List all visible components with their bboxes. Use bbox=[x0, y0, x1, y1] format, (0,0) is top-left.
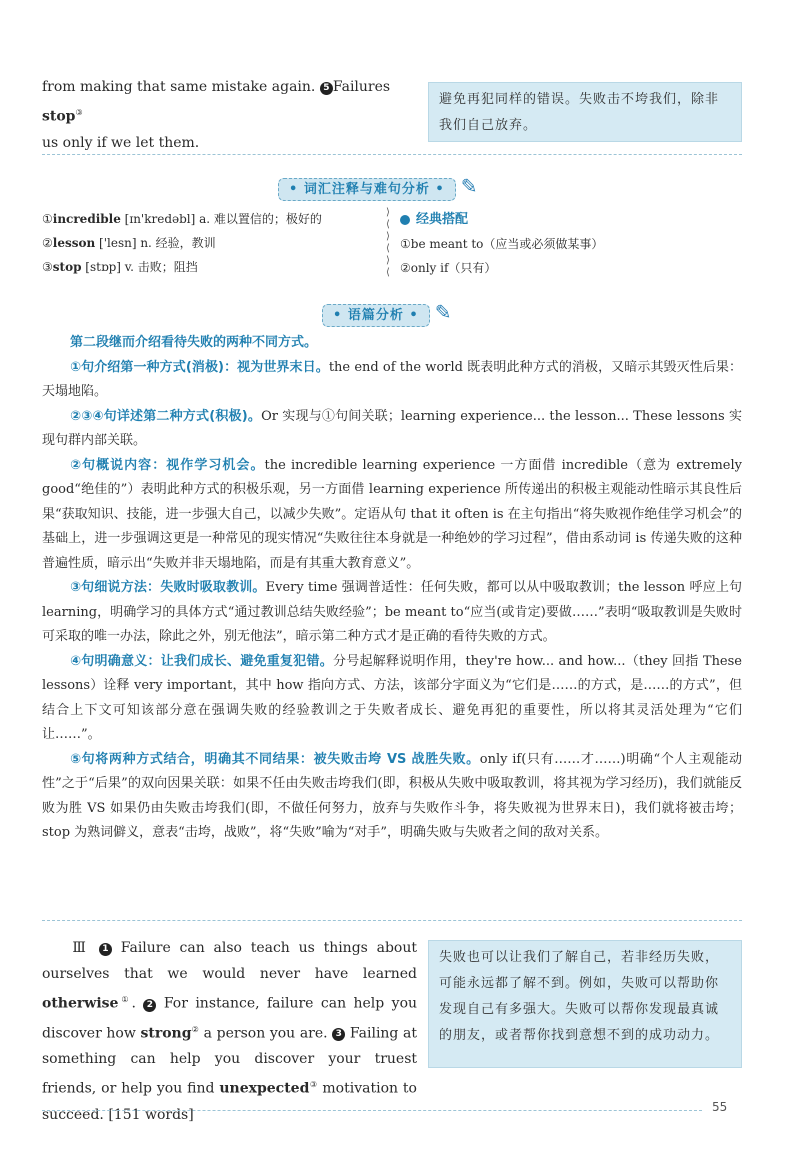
divider bbox=[42, 154, 742, 155]
vocab-list bbox=[42, 207, 377, 279]
vocab-word: strong bbox=[140, 1025, 192, 1042]
english-text: us only if we let them. bbox=[42, 134, 200, 151]
vocab-word: stop bbox=[42, 108, 76, 125]
sentence-number: 5 bbox=[320, 82, 333, 95]
english-text: Failures bbox=[332, 79, 391, 95]
analysis-paragraph: ⑤句将两种方式结合，明确其不同结果：被失败击垮 VS 战胜失败。only if(只有……才……)明确“个人主观能动性”之于“后果”的双向因果关联：如果不任由失败击垮我们(即，积极从失败中吸取教训，将其视为学习经历)，我们就能反败为胜 VS 如果仍由失败击垮我们(即，不做任何努力，放弃与失败作斗争，将失败视为世界末日)，我们就将被击垮；stop 为熟词僻义，意表“击垮，战败”，将“失败”喻为“对手”，明确失败与失败者之间的敌对关系。 bbox=[42, 751, 742, 840]
analysis-paragraph: 第二段继而介绍看待失败的两种不同方式。 bbox=[70, 335, 318, 350]
analysis-paragraph: ④句明确意义：让我们成长、避免重复犯错。分号起解释说明作用，they're how... and how...（they 回指 These lessons）诠释 very important，其中 how 指向方式、方法，该部分字面义为“它们是……的方式，是……的方式”，但结合上下文可知该部分意在强调失败的经验教训之于失败者成长、避免再犯的重要性，所以将其灵活处理为“它们让……”。 bbox=[42, 653, 742, 742]
sentence-number: 2 bbox=[143, 999, 156, 1012]
combo-item: ②only if（只有） bbox=[400, 261, 497, 275]
analysis-paragraph: ①句介绍第一种方式(消极)：视为世界末日。the end of the world 既表明此种方式的消极，又暗示其毁灭性后果：天塌地陷。 bbox=[42, 359, 743, 399]
zigzag-separator: ⟩ ⟨ ⟩ ⟨ ⟩ ⟨ bbox=[386, 207, 390, 278]
vocab-item: ①incredible [ɪn'kredəbl] a. 难以置信的；极好的 bbox=[42, 212, 322, 226]
combo-item: ①be meant to（应当或必须做某事） bbox=[400, 237, 604, 251]
divider bbox=[42, 920, 742, 921]
analysis-paragraph: ②句概说内容：视作学习机会。the incredible learning experience 一方面借 incredible（意为 extremely good“绝佳的”）表明此种方式的积极乐观，另一方面借 learning experience 所传递出的积极主观能动性暗示其良性后果“获取知识、技能，进一步强大自己，以减少失败”。定语从句 that it often is 在主句指出“将失败视作绝佳学习机会”的基础上，进一步强调这更是一种常见的现实情况“失败往往本身就是一种绝妙的学习过程”，借由系动词 is 传递失败的这种普遍性质，暗示出“失败并非天塌地陷，而是有其重大教育意义”。 bbox=[42, 457, 742, 571]
sentence-number: 3 bbox=[332, 1028, 345, 1041]
page-number: 55 bbox=[712, 1100, 728, 1114]
paragraph-mark: Ⅲ bbox=[68, 940, 91, 956]
vocab-word: otherwise bbox=[42, 995, 119, 1012]
top-translation-box bbox=[428, 82, 742, 142]
analysis-section-header bbox=[322, 302, 452, 323]
vocab-ref: ③ bbox=[75, 108, 83, 117]
translation-text: 避免再犯同样的错误。失败击不垮我们，除非我们自己放弃。 bbox=[439, 92, 720, 133]
translation-text: 失败也可以让我们了解自己，若非经历失败，可能永远都了解不到。例如，失败可以帮助你发现自己有多强大。失败可以帮你发现最真诚的朋友，或者帮你找到意想不到的成功动力。 bbox=[439, 950, 720, 1043]
pen-icon: ✎ bbox=[434, 300, 452, 324]
section-title: • 词汇注释与难句分析 • bbox=[278, 178, 456, 201]
english-text: from making that same mistake again. bbox=[42, 79, 316, 95]
combo-list bbox=[400, 207, 740, 280]
top-english bbox=[42, 74, 412, 156]
pen-icon: ✎ bbox=[460, 174, 478, 198]
analysis-paragraph: ②③④句详述第二种方式(积极)。Or 实现与①句间关联；learning experience... the lesson... These lessons 实现句群内部关联。 bbox=[42, 408, 743, 448]
vocab-item: ②lesson ['lesn] n. 经验，教训 bbox=[42, 236, 216, 250]
bullet-icon bbox=[400, 215, 410, 225]
sentence-number: 1 bbox=[99, 943, 112, 956]
word-count: [151 words] bbox=[108, 1106, 194, 1123]
vocab-word: unexpected bbox=[219, 1080, 310, 1097]
analysis-body bbox=[42, 331, 742, 846]
vocab-item: ③stop [stɒp] v. 击败；阻挡 bbox=[42, 260, 198, 274]
bottom-english: Ⅲ 1 Failure can also teach us things about ourselves that we would never have learned otherwise①. 2 For instance, failure can help you discover how strong② a person you are. 3 Failing at something can help you discover your truest friends, or help you find unexpected③ motivation to succeed. [151 words] bbox=[42, 940, 418, 1123]
bottom-translation-box bbox=[428, 940, 742, 1068]
footer-divider bbox=[42, 1110, 702, 1111]
section-title: • 语篇分析 • bbox=[322, 304, 430, 327]
vocab-section-header bbox=[278, 176, 478, 197]
combo-title: 经典搭配 bbox=[416, 212, 469, 227]
analysis-paragraph: ③句细说方法：失败时吸取教训。Every time 强调普适性：任何失败，都可以从中吸取教训；the lesson 呼应上句 learning，明确学习的具体方式“通过教训总结失败经验”；be meant to“应当(或肯定)要做……”表明“吸取教训是失败时可采取的唯一办法，除此之外，别无他法”，暗示第二种方式才是正确的看待失败的方式。 bbox=[42, 580, 742, 644]
